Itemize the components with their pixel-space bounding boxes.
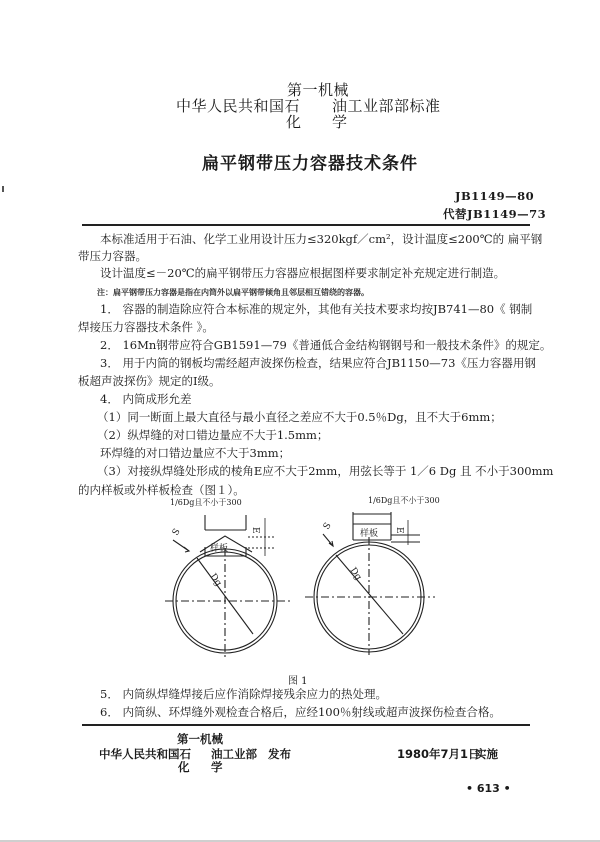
bottom-divider — [82, 724, 530, 726]
item-2: 2． 16Mn钢带应符合GB1591—79《普通低合金结构钢钢号和一般技术条件》的规定。 — [100, 338, 552, 352]
standard-code: JB1149—80 — [455, 189, 535, 203]
item-4-sub-1: （1）同一断面上最大直径与最小直径之差应不大于0.5％Dg，且不大于6mm； — [97, 410, 502, 424]
svg-text:E: E — [394, 527, 404, 534]
scan-mark — [2, 186, 4, 192]
replaces-code: 代替JB1149—73 — [443, 207, 547, 221]
issuer-main-right: 油工业部部标准 — [332, 97, 441, 115]
footer-issuer-main-right: 油工业部 — [211, 747, 257, 761]
item-1-line-1: 1． 容器的制造除应符合本标准的规定外，其他有关技术要求均按JB741—80《 钢制 — [100, 302, 533, 316]
svg-text:Dg: Dg — [207, 571, 224, 589]
footer-issuer-main-left: 中华人民共和国石 — [99, 747, 191, 761]
figure-left-chord-label: 1/6Dg且不小于300 — [170, 498, 242, 507]
issuer-bottom-left: 化 — [286, 113, 302, 131]
item-4-sub-2: （2）纵焊缝的对口错边量应不大于1.5mm； — [97, 428, 329, 442]
item-4: 4． 内筒成形允差 — [100, 392, 192, 406]
intro-line-1: 本标准适用于石油、化学工业用设计压力≤320kgf／cm²，设计温度≤200℃的 扁平钢 — [100, 232, 543, 246]
item-3-line-1: 3． 用于内筒的钢板均需经超声波探伤检查，结果应符合JB1150—73《压力容器用钢 — [100, 356, 536, 370]
footer-issuer-bottom-left: 化 — [178, 760, 190, 774]
note-text: 注：扁平钢带压力容器是指在内筒外以扁平钢带倾角且邻层相互错绕的容器。 — [97, 287, 369, 297]
item-4-sub-3-line-1: （3）对接纵焊缝处形成的棱角E应不大于2mm，用弦长等于 1／6 Dg 且 不小于300mm — [97, 464, 554, 478]
footer-publish: 发布 — [268, 747, 291, 761]
figure-right-template-label: 样板 — [360, 529, 379, 539]
figure-caption: 图 1 — [288, 676, 308, 687]
figure-right-chord-label: 1/6Dg且不小于300 — [368, 496, 440, 505]
item-6: 6． 内筒纵、环焊缝外观检查合格后，应经100％射线或超声波探伤检查合格。 — [100, 705, 501, 719]
item-5: 5． 内筒纵焊缝焊接后应作消除焊接残余应力的热处理。 — [100, 687, 387, 701]
footer-issuer-bottom-right: 学 — [211, 760, 223, 774]
footer-issuer-top: 第一机械 — [177, 732, 223, 746]
page-number: • 613 • — [466, 782, 511, 795]
item-1-line-2: 焊接压力容器技术条件 》。 — [78, 320, 214, 334]
intro-line-2: 带压力容器。 — [78, 249, 147, 263]
issuer-top: 第一机械 — [287, 81, 350, 99]
issuer-main-left: 中华人民共和国石 — [176, 97, 301, 115]
figure-1-drawing — [140, 500, 470, 665]
document-title: 扁平钢带压力容器技术条件 — [202, 154, 418, 174]
item-4-sub-3-line-2: 的内样板或外样板检查（图１）。 — [78, 483, 245, 497]
issuer-bottom-right: 学 — [332, 113, 348, 131]
svg-text:Dg: Dg — [347, 565, 364, 583]
figure-left-template-label: 样板 — [210, 544, 229, 554]
intro-line-3: 设计温度≤－20℃的扁平钢带压力容器应根据图样要求制定补充规定进行制造。 — [100, 266, 506, 280]
item-3-line-2: 板超声波探伤》规定的Ⅰ级。 — [78, 374, 221, 388]
item-4-sub-2b: 环焊缝的对口错边量应不大于3mm； — [100, 446, 291, 460]
top-divider — [82, 224, 530, 226]
svg-text:E: E — [250, 527, 260, 534]
footer-implement: 实施 — [475, 747, 498, 761]
svg-text:S: S — [170, 527, 183, 538]
footer-date: 1980年7月1日 — [397, 747, 480, 761]
svg-text:S: S — [321, 521, 334, 532]
